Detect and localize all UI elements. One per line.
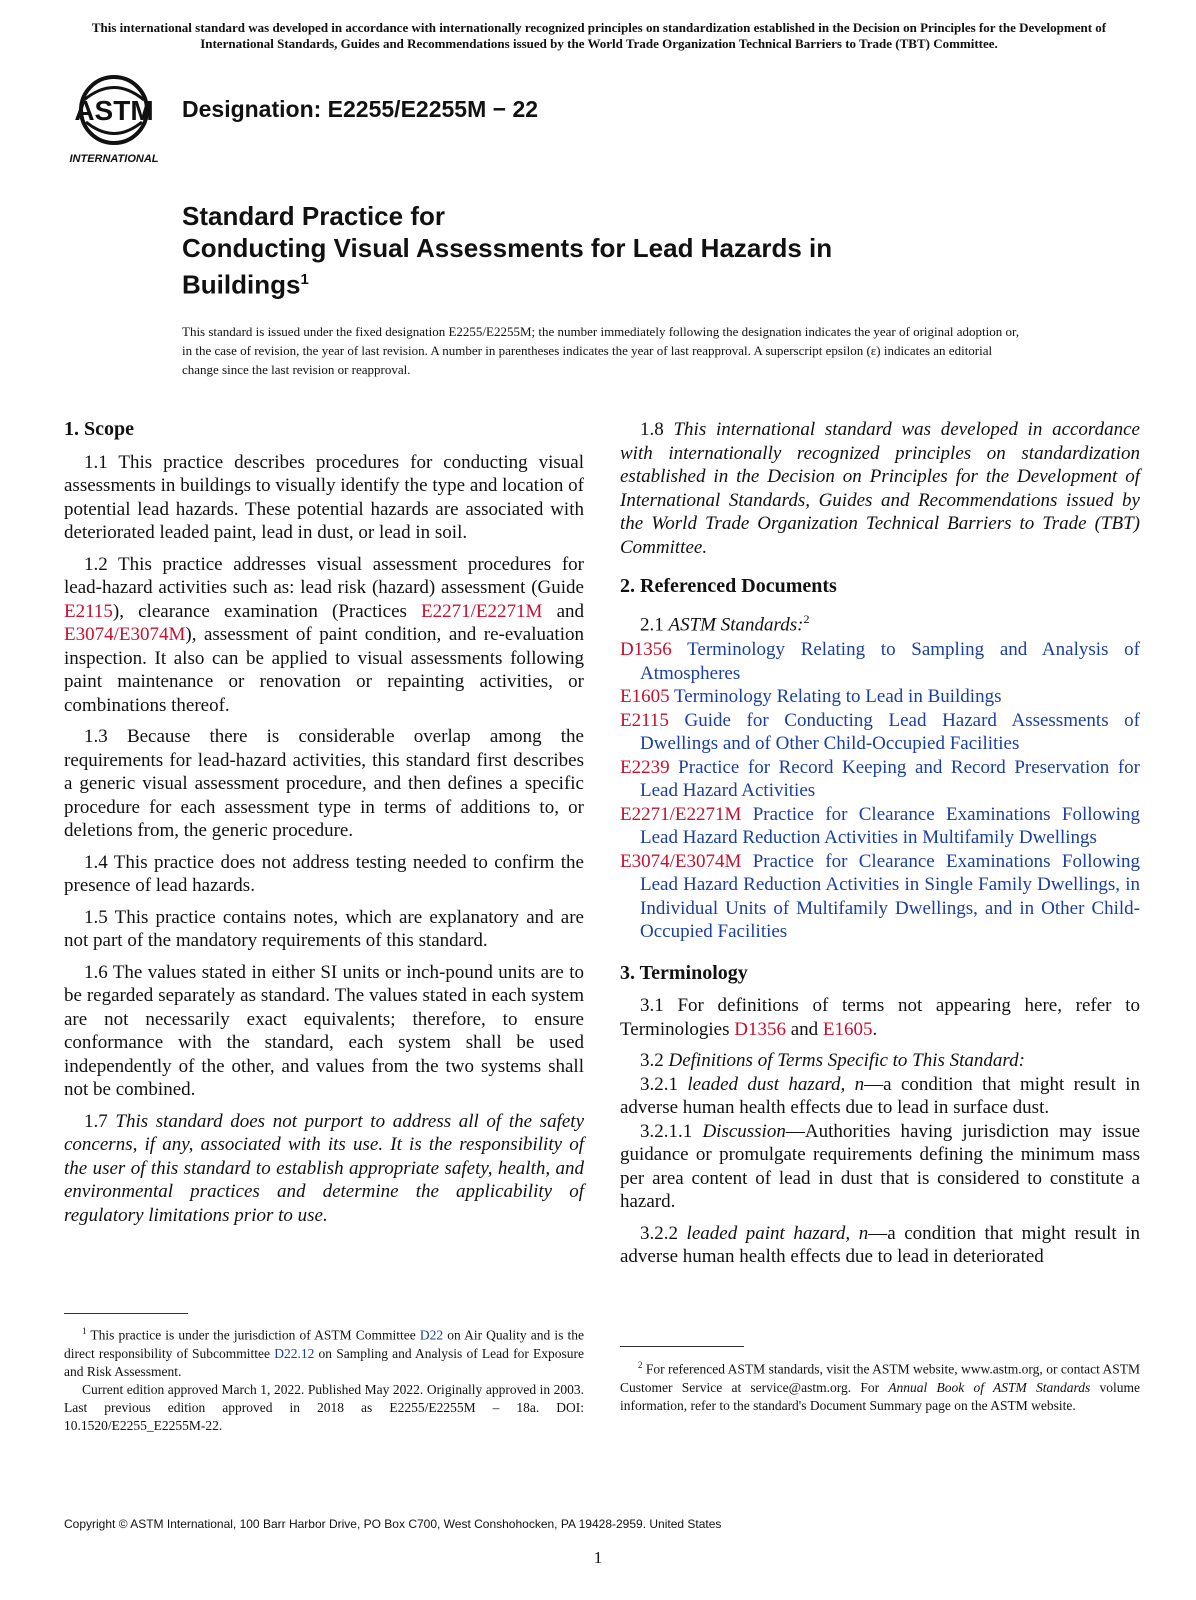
para-3-1-text-c: . — [872, 1018, 878, 1040]
para-1-7-num: 1.7 — [84, 1110, 116, 1132]
document-title — [182, 200, 1082, 301]
right-column — [620, 418, 1140, 1277]
reference-title[interactable]: Guide for Conducting Lead Hazard Assessments of Dwellings and of Other Child-Occupied Facilities — [640, 709, 1141, 755]
footnote-rule-right — [620, 1346, 744, 1347]
para-1-8-num: 1.8 — [640, 419, 674, 440]
para-3-2-1-1-term: Discussion — [702, 1120, 786, 1142]
scope-heading: 1. Scope — [64, 418, 134, 440]
reference-title[interactable]: Terminology Relating to Sampling and Analysis of Atmospheres — [640, 639, 1140, 684]
para-1-2-text-d: ), assessment of paint condition, and re-evaluation inspection. It also can be applied to visual assessments following paint maintenance or renovation or repainting activities, or combinations thereof. — [64, 624, 584, 716]
para-3-2-2-text: —a condition that might result in adverse human health effects due to lead in deteriorated — [620, 1222, 1140, 1268]
reference-item[interactable] — [620, 850, 1140, 944]
link-e1605[interactable]: E1605 — [822, 1018, 873, 1040]
footnote-1-text-c: on Sampling and Analysis of Lead for Exposure and Risk Assessment. — [64, 1345, 584, 1379]
para-3-2-2-term: leaded paint hazard, n — [686, 1222, 869, 1244]
top-notice: This international standard was developed in accordance with internationally recognized principles on standardization established in the Decision on Principles for the Development of International Standards, Guides and Recommendations issued by the World Trade Organization Technical Barriers to Trade (TBT) Committee. — [91, 20, 1107, 51]
link-e3074[interactable]: E3074/E3074M — [64, 624, 186, 645]
para-3-2-1-term: leaded dust hazard, n — [687, 1073, 865, 1095]
reference-title[interactable]: Practice for Clearance Examinations Following Lead Hazard Reduction Activities in Multifamily Dwellings — [640, 803, 1140, 849]
para-1-2-text-c: and — [542, 600, 585, 622]
copyright-line: Copyright © ASTM International, 100 Barr Harbor Drive, PO Box C700, West Conshohocken, PA 19428-2959. United States — [64, 1517, 722, 1531]
para-1-2-text-b: ), clearance examination (Practices — [112, 600, 422, 622]
para-3-1 — [620, 994, 1140, 1041]
para-1-7-text: This standard does not purport to address all of the safety concerns, if any, associated with its use. It is the responsibility of the user of this standard to establish appropriate safety, health, and environmental practices and determine the applicability of regulatory limitations prior to use. — [64, 1110, 584, 1226]
link-e2115[interactable]: E2115 — [64, 600, 113, 622]
para-3-2-num: 3.2 — [640, 1050, 669, 1072]
para-3-2-1-num: 3.2.1 — [640, 1073, 688, 1095]
para-2-1-footnote-mark: 2 — [803, 611, 810, 626]
link-d1356[interactable]: D1356 — [734, 1018, 786, 1040]
footnote-2-text-b: volume information, refer to the standard's Document Summary page on the ASTM website. — [620, 1379, 1140, 1413]
para-1-5: 1.5 This practice contains notes, which are explanatory and are not part of the mandatory requirements of this standard. — [64, 906, 584, 951]
para-3-2-2 — [620, 1222, 1140, 1269]
reference-item[interactable] — [620, 638, 1140, 685]
reference-code[interactable]: D1356 — [620, 639, 672, 661]
footnote-1-text-b: on Air Quality and is the direct responsibility of Subcommittee — [64, 1327, 585, 1361]
footnote-2-italic: Annual Book of ASTM Standards — [888, 1379, 1091, 1395]
para-2-1-num: 2.1 — [640, 613, 669, 635]
link-d22-12[interactable]: D22.12 — [274, 1345, 315, 1361]
reference-item[interactable] — [620, 803, 1140, 850]
para-3-2-1-1-text: —Authorities having jurisdiction may issue guidance or promulgate requirements defining the minimum mass per area content of lead in dust that is considered to constitute a hazard. — [620, 1120, 1141, 1213]
para-3-1-text-a: 3.1 For definitions of terms not appearing here, refer to Terminologies — [620, 995, 1140, 1040]
reference-title[interactable]: Practice for Clearance Examinations Following Lead Hazard Reduction Activities in Single Family Dwellings, in Individual Units of Multifamily Dwellings, and in Other Child-Occupied Facilities — [640, 850, 1140, 943]
para-3-2-1-1 — [620, 1120, 1140, 1214]
para-1-6: 1.6 The values stated in either SI units or inch-pound units are to be regarded separately as standard. The values stated in each system are not necessarily exact equivalents; therefore, to ensure conformance with the standard, each system shall be used independently of the other, and values from the two systems shall not be combined. — [64, 961, 584, 1100]
para-3-2-1 — [620, 1073, 1140, 1120]
para-3-2-1-1-num: 3.2.1.1 — [640, 1120, 703, 1142]
para-3-2-1-text: —a condition that might result in adverse human health effects due to lead in surface dust. — [620, 1073, 1141, 1119]
issue-note: This standard is issued under the fixed designation E2255/E2255M; the number immediately following the designation indicates the year of original adoption or, in the case of revision, the year of last revision. A number in parentheses indicates the year of last reapproval. A superscript epsilon (ε) indicates an editorial change since the last revision or reapproval. — [182, 324, 1020, 377]
para-1-1: 1.1 This practice describes procedures for conducting visual assessments in buildings to visually identify the type and location of potential lead hazards. These potential hazards are associated with deteriorated leaded paint, lead in dust, or lead in soil. — [64, 451, 584, 543]
footnote-1 — [64, 1322, 584, 1435]
page-number: 1 — [593, 1548, 603, 1567]
reference-title[interactable]: Practice for Record Keeping and Record Preservation for Lead Hazard Activities — [640, 756, 1141, 802]
para-1-2-text-a: 1.2 This practice addresses visual assessment procedures for lead-hazard activities such as: lead risk (hazard) assessment (Guide — [64, 553, 584, 598]
para-3-2-text: Definitions of Terms Specific to This Standard: — [668, 1050, 1025, 1072]
reference-code[interactable]: E2115 — [620, 709, 669, 731]
terminology-heading: 3. Terminology — [620, 961, 748, 984]
footnote-1-text-a: This practice is under the jurisdiction of ASTM Committee — [86, 1327, 420, 1343]
para-1-8-text: This international standard was developed in accordance with internationally recognized principles on standardization established in the Decision on Principles for the Development of International Standards, Guides and Recommendations issued by the World Trade Organization Technical Barriers to Trade (TBT) Committee. — [620, 419, 1140, 558]
para-3-1-text-b: and — [785, 1018, 823, 1040]
para-3-2 — [620, 1049, 1140, 1073]
para-1-4: 1.4 This practice does not address testing needed to confirm the presence of lead hazards. — [64, 851, 584, 896]
para-1-2 — [64, 553, 584, 718]
logo-text: ASTM — [74, 95, 154, 126]
left-column — [64, 418, 584, 1235]
reference-item[interactable] — [620, 756, 1140, 803]
footnote-2 — [620, 1356, 1140, 1415]
reference-code[interactable]: E2271/E2271M — [620, 803, 742, 825]
footnote-rule-left — [64, 1313, 188, 1314]
para-1-7 — [64, 1110, 584, 1228]
reference-code[interactable]: E1605 — [620, 686, 670, 708]
link-e2271[interactable]: E2271/E2271M — [421, 600, 543, 622]
reference-list — [620, 638, 1140, 944]
logo-subtext: INTERNATIONAL — [69, 153, 159, 165]
link-d22[interactable]: D22 — [419, 1327, 444, 1343]
reference-title[interactable]: Terminology Relating to Lead in Buildings — [674, 686, 1002, 708]
footnote-1-edition: Current edition approved March 1, 2022. Published May 2022. Originally approved in 2003. Last previous edition approved in 2018 as E2255/E2255M – 18a. DOI: 10.1520/E2255_E2255M-22. — [64, 1381, 584, 1433]
footnote-2-mark: 2 — [638, 1360, 643, 1370]
title-line-3: Buildings — [182, 269, 301, 300]
referenced-docs-heading: 2. Referenced Documents — [620, 575, 837, 597]
reference-code[interactable]: E2239 — [620, 756, 670, 778]
para-2-1 — [620, 608, 1140, 637]
footnote-1-mark: 1 — [82, 1326, 87, 1336]
designation: Designation: E2255/E2255M − 22 — [182, 96, 539, 122]
astm-logo-icon — [64, 70, 168, 166]
para-1-3: 1.3 Because there is considerable overlap among the requirements for lead-hazard activities, this standard first describes a generic visual assessment procedure, and then defines a specific procedure for each assessment type in terms of additions to, or deletions from, the generic procedure. — [64, 726, 584, 841]
reference-item[interactable] — [620, 685, 1140, 709]
para-3-2-2-num: 3.2.2 — [640, 1222, 687, 1244]
title-line-1: Standard Practice for — [182, 201, 445, 231]
title-footnote-mark: 1 — [300, 271, 309, 288]
reference-code[interactable]: E3074/E3074M — [620, 850, 742, 872]
footnote-2-text-a: For referenced ASTM standards, visit the ASTM website, www.astm.org, or contact ASTM Customer Service at service@astm.org. For — [620, 1361, 1140, 1395]
astm-logo — [64, 70, 168, 166]
para-2-1-text: ASTM Standards: — [668, 613, 804, 635]
reference-item[interactable] — [620, 709, 1140, 756]
para-1-8 — [620, 418, 1140, 559]
title-line-2: Conducting Visual Assessments for Lead Hazards in — [182, 233, 833, 263]
